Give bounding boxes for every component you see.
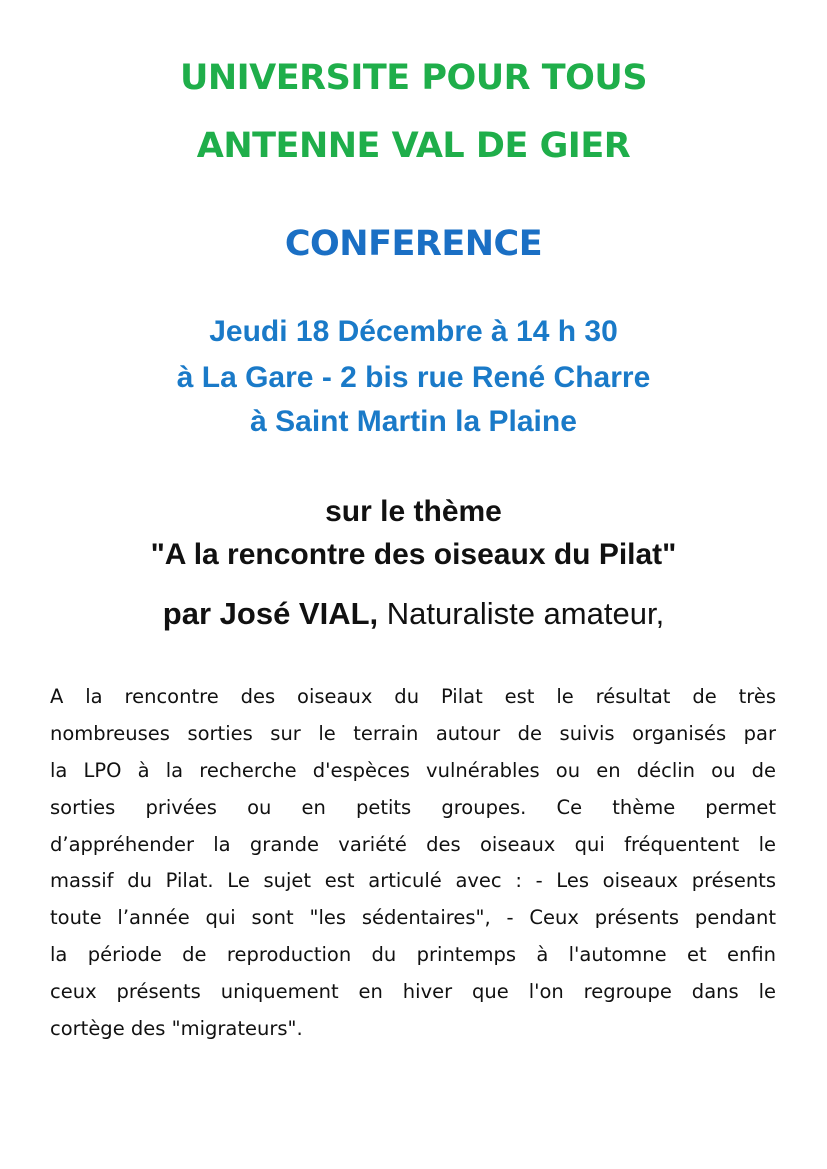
organization-name: UNIVERSITE POUR TOUS xyxy=(179,58,648,98)
description-line: la période de reproduction du printemps à l'automne et enfin xyxy=(50,943,776,967)
theme-title: "A la rencontre des oiseaux du Pilat" xyxy=(150,538,677,571)
event-date-time: Jeudi 18 Décembre à 14 h 30 xyxy=(209,315,618,348)
theme-intro: sur le thème xyxy=(325,495,502,528)
event-venue: à La Gare - 2 bis rue René Charre xyxy=(176,361,651,394)
speaker-role: Naturaliste amateur, xyxy=(378,596,665,631)
description-line: d’appréhender la grande variété des oiseaux qui fréquentent le xyxy=(50,832,776,856)
description-line: sorties privées ou en petits groupes. Ce thème permet xyxy=(50,795,776,819)
description-line: nombreuses sorties sur le terrain autour de suivis organisés par xyxy=(50,721,776,745)
organization-branch: ANTENNE VAL DE GIER xyxy=(196,126,631,166)
event-town: à Saint Martin la Plaine xyxy=(250,405,577,438)
description-line: ceux présents uniquement en hiver que l'on regroupe dans le xyxy=(50,980,776,1004)
speaker-name: par José VIAL, xyxy=(162,596,379,631)
description-line: la LPO à la recherche d'espèces vulnérables ou en déclin ou de xyxy=(50,758,776,782)
description-paragraph xyxy=(50,679,776,1048)
description-line: massif du Pilat. Le sujet est articulé avec : - Les oiseaux présents xyxy=(50,869,776,893)
conference-heading: CONFERENCE xyxy=(284,224,543,264)
speaker-line xyxy=(0,596,827,632)
description-line: toute l’année qui sont "les sédentaires", - Ceux présents pendant xyxy=(50,906,776,930)
description-line: cortège des "migrateurs". xyxy=(50,1017,303,1041)
description-line: A la rencontre des oiseaux du Pilat est le résultat de très xyxy=(50,685,776,708)
